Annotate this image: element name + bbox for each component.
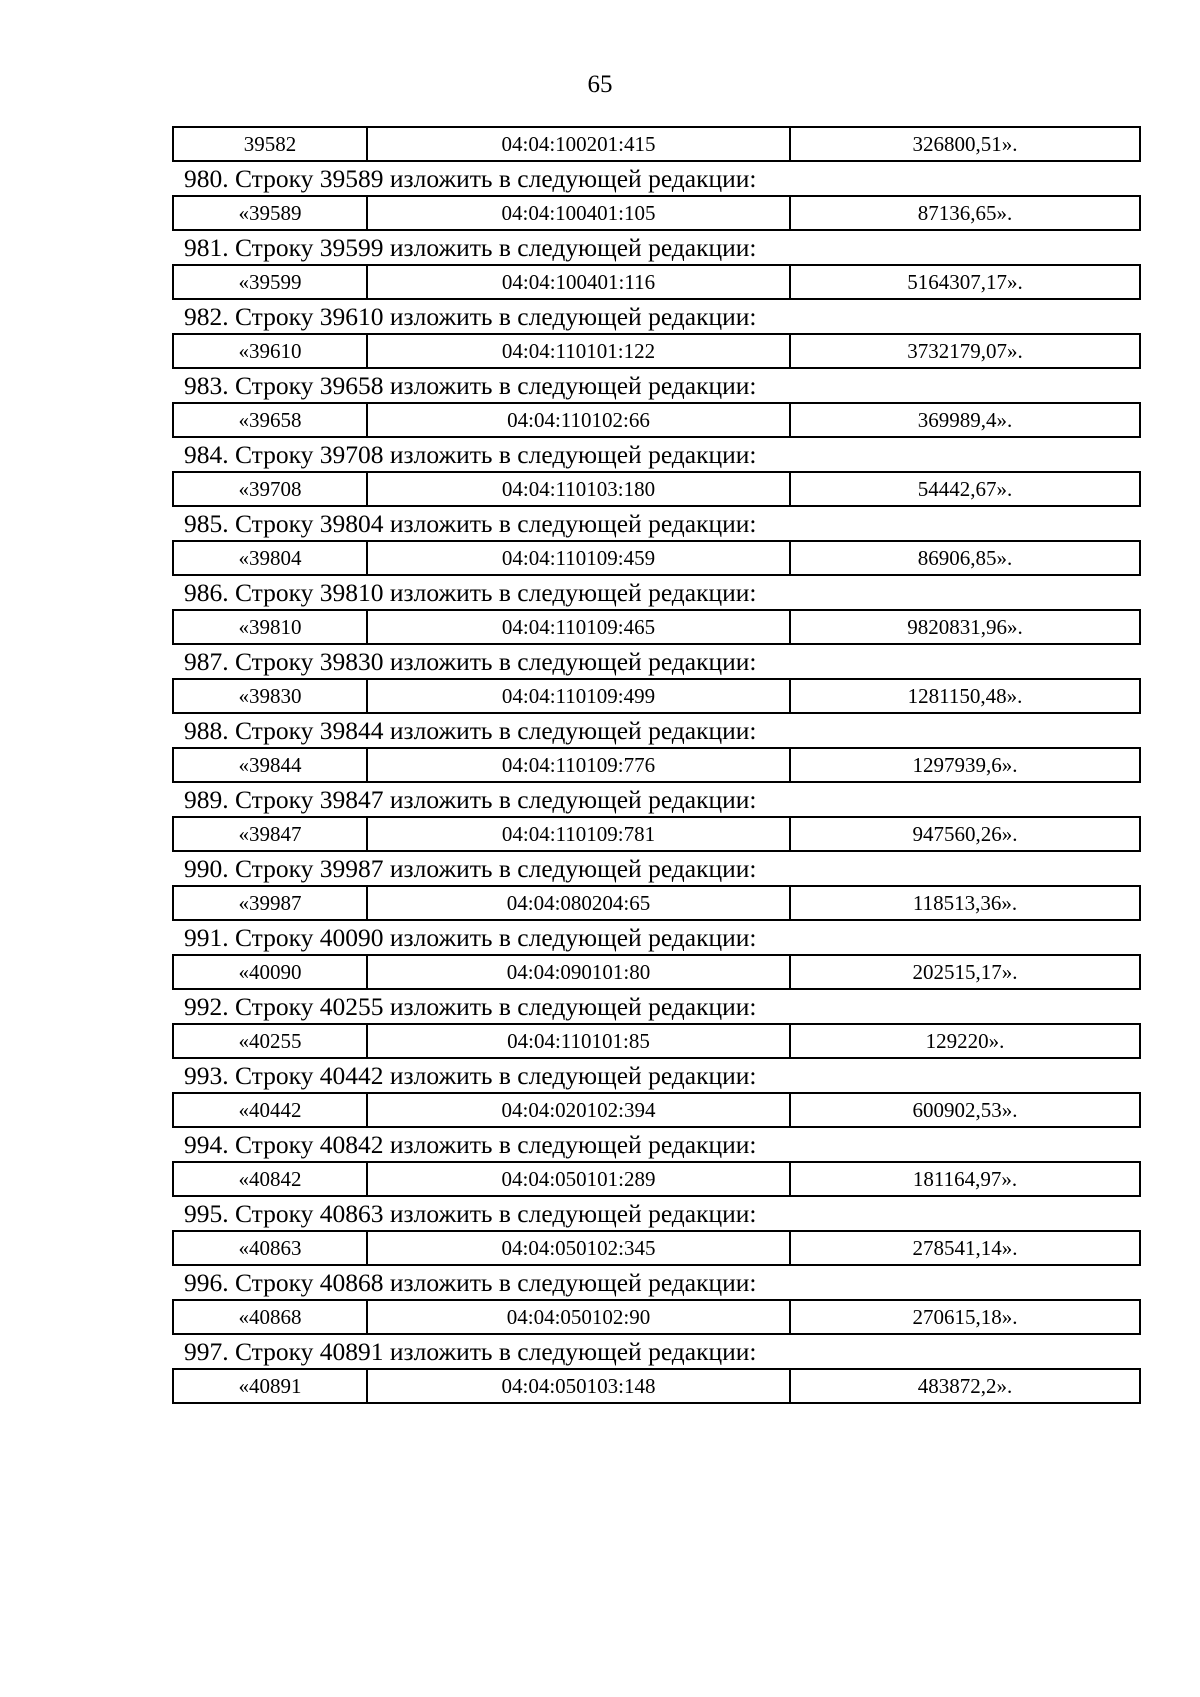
cadastral-number-cell: 04:04:100201:415	[367, 127, 790, 161]
entry-heading: 981. Строку 39599 изложить в следующей редакции:	[184, 233, 757, 262]
row-number-cell: «39658	[173, 403, 367, 437]
entry-heading: 990. Строку 39987 изложить в следующей редакции:	[184, 854, 757, 883]
value-cell: 129220».	[790, 1024, 1140, 1058]
value-cell: 278541,14».	[790, 1231, 1140, 1265]
table-row	[173, 334, 1140, 368]
entry-table	[172, 678, 1141, 714]
table-row	[173, 817, 1140, 851]
entry-table-first	[172, 126, 1141, 162]
cadastral-number-cell: 04:04:100401:105	[367, 196, 790, 230]
value-cell: 1281150,48».	[790, 679, 1140, 713]
table-row	[173, 679, 1140, 713]
entry-table	[172, 747, 1141, 783]
row-number-cell: «40255	[173, 1024, 367, 1058]
table-row	[173, 1093, 1140, 1127]
entry-heading: 986. Строку 39810 изложить в следующей редакции:	[184, 578, 757, 607]
value-cell: 87136,65».	[790, 196, 1140, 230]
cadastral-number-cell: 04:04:110109:776	[367, 748, 790, 782]
value-cell: 54442,67».	[790, 472, 1140, 506]
table-row	[173, 886, 1140, 920]
cadastral-number-cell: 04:04:100401:116	[367, 265, 790, 299]
cadastral-number-cell: 04:04:110101:85	[367, 1024, 790, 1058]
table-row	[173, 541, 1140, 575]
cadastral-number-cell: 04:04:110109:781	[367, 817, 790, 851]
entry-heading: 992. Строку 40255 изложить в следующей редакции:	[184, 992, 757, 1021]
entry-table	[172, 885, 1141, 921]
table-row	[173, 610, 1140, 644]
row-number-cell: «39708	[173, 472, 367, 506]
entry-heading: 984. Строку 39708 изложить в следующей редакции:	[184, 440, 757, 469]
entry-heading: 993. Строку 40442 изложить в следующей редакции:	[184, 1061, 757, 1090]
entry-heading: 985. Строку 39804 изложить в следующей редакции:	[184, 509, 757, 538]
entry-heading: 987. Строку 39830 изложить в следующей редакции:	[184, 647, 757, 676]
entry-table	[172, 1230, 1141, 1266]
row-number-cell: «39987	[173, 886, 367, 920]
cadastral-number-cell: 04:04:080204:65	[367, 886, 790, 920]
cadastral-number-cell: 04:04:110109:465	[367, 610, 790, 644]
row-number-cell: «40842	[173, 1162, 367, 1196]
entry-table	[172, 1299, 1141, 1335]
entry-heading: 988. Строку 39844 изложить в следующей редакции:	[184, 716, 757, 745]
table-row	[173, 1300, 1140, 1334]
cadastral-number-cell: 04:04:050102:90	[367, 1300, 790, 1334]
document-body	[172, 126, 1139, 1404]
cadastral-number-cell: 04:04:110102:66	[367, 403, 790, 437]
entry-table	[172, 1023, 1141, 1059]
entry-table	[172, 954, 1141, 990]
entries-list	[172, 162, 1139, 1404]
cadastral-number-cell: 04:04:050101:289	[367, 1162, 790, 1196]
entry-table	[172, 402, 1141, 438]
entry-heading: 995. Строку 40863 изложить в следующей редакции:	[184, 1199, 757, 1228]
value-cell: 326800,51».	[790, 127, 1140, 161]
row-number-cell: «39804	[173, 541, 367, 575]
row-number-cell: «40442	[173, 1093, 367, 1127]
entry-heading: 980. Строку 39589 изложить в следующей редакции:	[184, 164, 757, 193]
row-number-cell: «39844	[173, 748, 367, 782]
value-cell: 483872,2».	[790, 1369, 1140, 1403]
entry-heading: 997. Строку 40891 изложить в следующей редакции:	[184, 1337, 757, 1366]
table-row	[173, 748, 1140, 782]
entry-heading: 989. Строку 39847 изложить в следующей редакции:	[184, 785, 757, 814]
entry-table	[172, 1092, 1141, 1128]
value-cell: 1297939,6».	[790, 748, 1140, 782]
row-number-cell: «39610	[173, 334, 367, 368]
value-cell: 947560,26».	[790, 817, 1140, 851]
entry-table	[172, 609, 1141, 645]
value-cell: 9820831,96».	[790, 610, 1140, 644]
entry-table	[172, 195, 1141, 231]
table-row	[173, 1162, 1140, 1196]
page-number: 65	[587, 71, 613, 98]
entry-table	[172, 1161, 1141, 1197]
row-number-cell: «39599	[173, 265, 367, 299]
entry-table	[172, 264, 1141, 300]
row-number-cell: «39830	[173, 679, 367, 713]
entry-heading: 982. Строку 39610 изложить в следующей редакции:	[184, 302, 757, 331]
row-number-cell: «40891	[173, 1369, 367, 1403]
cadastral-number-cell: 04:04:050103:148	[367, 1369, 790, 1403]
value-cell: 118513,36».	[790, 886, 1140, 920]
value-cell: 202515,17».	[790, 955, 1140, 989]
value-cell: 3732179,07».	[790, 334, 1140, 368]
entry-heading: 991. Строку 40090 изложить в следующей редакции:	[184, 923, 757, 952]
cadastral-number-cell: 04:04:110109:499	[367, 679, 790, 713]
value-cell: 600902,53».	[790, 1093, 1140, 1127]
row-number-cell: «39847	[173, 817, 367, 851]
cadastral-number-cell: 04:04:110101:122	[367, 334, 790, 368]
entry-table	[172, 540, 1141, 576]
table-row	[173, 127, 1140, 161]
cadastral-number-cell: 04:04:110109:459	[367, 541, 790, 575]
entry-heading: 996. Строку 40868 изложить в следующей редакции:	[184, 1268, 757, 1297]
table-row	[173, 1024, 1140, 1058]
entry-heading: 983. Строку 39658 изложить в следующей редакции:	[184, 371, 757, 400]
row-number-cell: «40090	[173, 955, 367, 989]
entry-table	[172, 333, 1141, 369]
entry-table	[172, 1368, 1141, 1404]
value-cell: 5164307,17».	[790, 265, 1140, 299]
cadastral-number-cell: 04:04:110103:180	[367, 472, 790, 506]
value-cell: 270615,18».	[790, 1300, 1140, 1334]
cadastral-number-cell: 04:04:020102:394	[367, 1093, 790, 1127]
row-number-cell: 39582	[173, 127, 367, 161]
value-cell: 86906,85».	[790, 541, 1140, 575]
table-row	[173, 1231, 1140, 1265]
cadastral-number-cell: 04:04:050102:345	[367, 1231, 790, 1265]
table-row	[173, 403, 1140, 437]
value-cell: 181164,97».	[790, 1162, 1140, 1196]
table-row	[173, 265, 1140, 299]
value-cell: 369989,4».	[790, 403, 1140, 437]
table-row	[173, 955, 1140, 989]
cadastral-number-cell: 04:04:090101:80	[367, 955, 790, 989]
entry-heading: 994. Строку 40842 изложить в следующей редакции:	[184, 1130, 757, 1159]
table-row	[173, 196, 1140, 230]
row-number-cell: «40863	[173, 1231, 367, 1265]
row-number-cell: «40868	[173, 1300, 367, 1334]
row-number-cell: «39810	[173, 610, 367, 644]
table-row	[173, 1369, 1140, 1403]
entry-table	[172, 816, 1141, 852]
row-number-cell: «39589	[173, 196, 367, 230]
entry-table	[172, 471, 1141, 507]
table-row	[173, 472, 1140, 506]
